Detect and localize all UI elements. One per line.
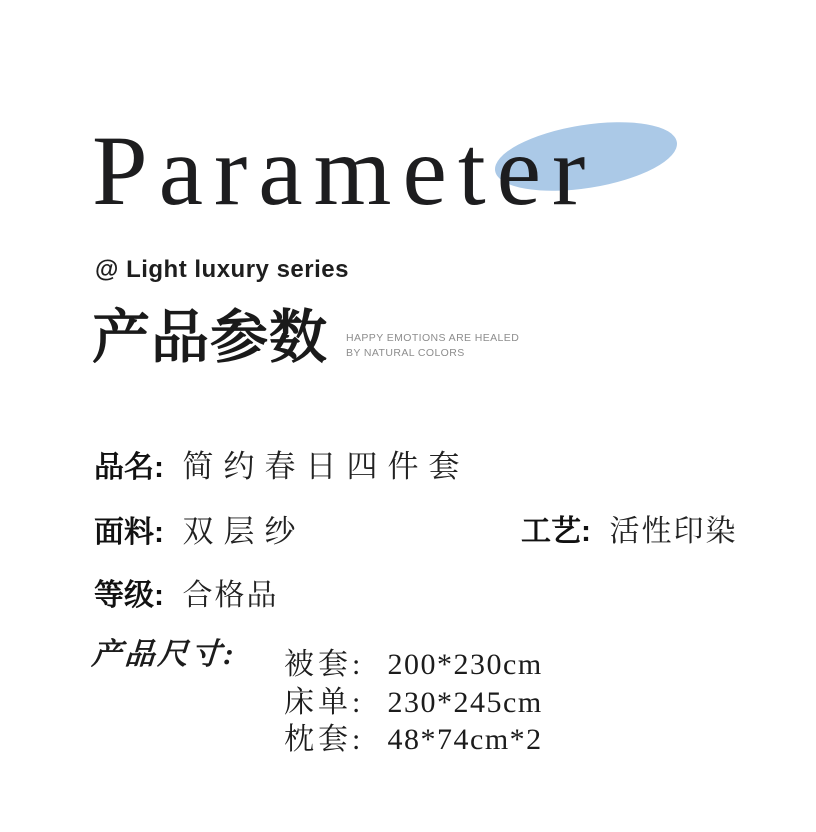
dimensions-list bbox=[284, 646, 543, 759]
page-title-en: Parameter bbox=[92, 115, 597, 226]
duvet-name: 被套: bbox=[284, 648, 365, 681]
spec-row-grade bbox=[94, 570, 278, 614]
dimensions-label: 产品尺寸: bbox=[90, 638, 238, 671]
dimension-line-pillowcase bbox=[284, 721, 543, 759]
tagline bbox=[346, 331, 519, 361]
pillowcase-name: 枕套: bbox=[284, 723, 365, 756]
craft-value: 活性印染 bbox=[609, 515, 738, 548]
fabric-value: 双层纱 bbox=[182, 514, 306, 549]
sheet-size: 230*245cm bbox=[387, 685, 543, 719]
dimension-line-sheet bbox=[284, 684, 543, 722]
pillowcase-size: 48*74cm*2 bbox=[387, 723, 543, 756]
spec-row-product-name bbox=[94, 441, 469, 486]
sheet-name: 床单: bbox=[284, 685, 365, 719]
product-name-value: 简约春日四件套 bbox=[182, 449, 470, 484]
craft-label: 工艺: bbox=[521, 515, 591, 548]
page-title-cn: 产品参数 bbox=[92, 305, 329, 370]
grade-label: 等级: bbox=[94, 579, 164, 612]
grade-value: 合格品 bbox=[182, 579, 279, 612]
dimension-line-duvet bbox=[284, 646, 543, 684]
spec-row-fabric bbox=[94, 506, 305, 551]
tagline-line-1: HAPPY EMOTIONS ARE HEALED bbox=[346, 332, 520, 344]
series-subtitle: @ Light luxury series bbox=[95, 256, 349, 283]
product-name-label: 品名: bbox=[94, 451, 164, 484]
duvet-size: 200*230cm bbox=[387, 648, 543, 681]
fabric-label: 面料: bbox=[94, 516, 164, 549]
tagline-line-2: BY NATURAL COLORS bbox=[346, 347, 465, 359]
spec-row-craft bbox=[521, 506, 737, 550]
